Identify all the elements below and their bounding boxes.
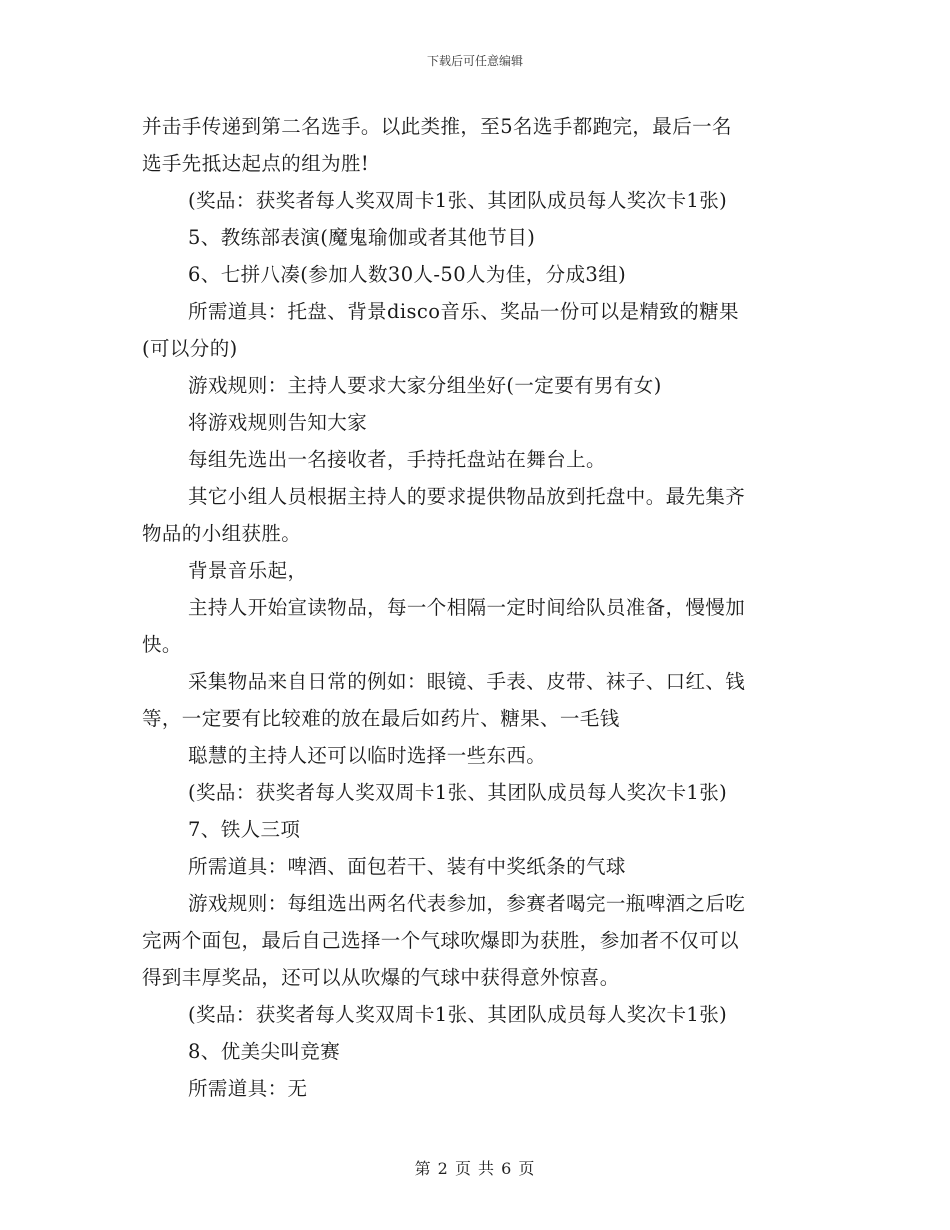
paragraph-line: 其它小组人员根据主持人的要求提供物品放到托盘中。最先集齐 [188,485,746,508]
paragraph-line: 游戏规则：每组选出两名代表参加，参赛者喝完一瓶啤酒之后吃 [188,892,746,915]
prize-note: (奖品：获奖者每人奖双周卡1张、其团队成员每人奖次卡1张) [188,1003,728,1026]
paragraph-line: 得到丰厚奖品，还可以从吹爆的气球中获得意外惊喜。 [142,966,620,989]
paragraph-line: 完两个面包，最后自己选择一个气球吹爆即为获胜，参加者不仅可以 [142,929,740,952]
paragraph-line: (可以分的) [142,337,238,360]
paragraph-line: 并击手传递到第二名选手。以此类推，至5名选手都跑完，最后一名 [142,115,732,138]
section-heading: 8、优美尖叫竞赛 [188,1040,341,1063]
paragraph-line: 背景音乐起， [188,559,308,582]
section-heading: 7、铁人三项 [188,818,301,841]
paragraph-line: 所需道具：啤酒、面包若干、装有中奖纸条的气球 [188,855,626,878]
paragraph-line: 将游戏规则告知大家 [188,411,368,434]
paragraph-line: 所需道具：无 [188,1077,308,1100]
paragraph-line: 游戏规则：主持人要求大家分组坐好(一定要有男有女) [188,374,662,397]
section-heading: 6、七拼八凑(参加人数30人-50人为佳，分成3组) [188,263,627,286]
page-header: 下载后可任意编辑 [426,54,523,68]
prize-note: (奖品：获奖者每人奖双周卡1张、其团队成员每人奖次卡1张) [188,189,728,212]
page-number-footer: 第 2 页 共 6 页 [414,1159,536,1178]
paragraph-line: 所需道具：托盘、背景disco音乐、奖品一份可以是精致的糖果 [188,300,739,323]
paragraph-line: 等，一定要有比较难的放在最后如药片、糖果、一毛钱 [142,707,620,730]
paragraph-line: 每组先选出一名接收者，手持托盘站在舞台上。 [188,448,606,471]
paragraph-line: 采集物品来自日常的例如：眼镜、手表、皮带、袜子、口红、钱 [188,670,746,693]
paragraph-line: 快。 [142,633,182,656]
paragraph-line: 选手先抵达起点的组为胜! [142,152,370,175]
prize-note: (奖品：获奖者每人奖双周卡1张、其团队成员每人奖次卡1张) [188,781,728,804]
paragraph-line: 聪慧的主持人还可以临时选择一些东西。 [188,744,547,767]
section-heading: 5、教练部表演(魔鬼瑜伽或者其他节目) [188,226,536,249]
paragraph-line: 主持人开始宣读物品，每一个相隔一定时间给队员准备，慢慢加 [188,596,746,619]
document-body [142,108,808,1107]
paragraph-line: 物品的小组获胜。 [142,522,302,545]
